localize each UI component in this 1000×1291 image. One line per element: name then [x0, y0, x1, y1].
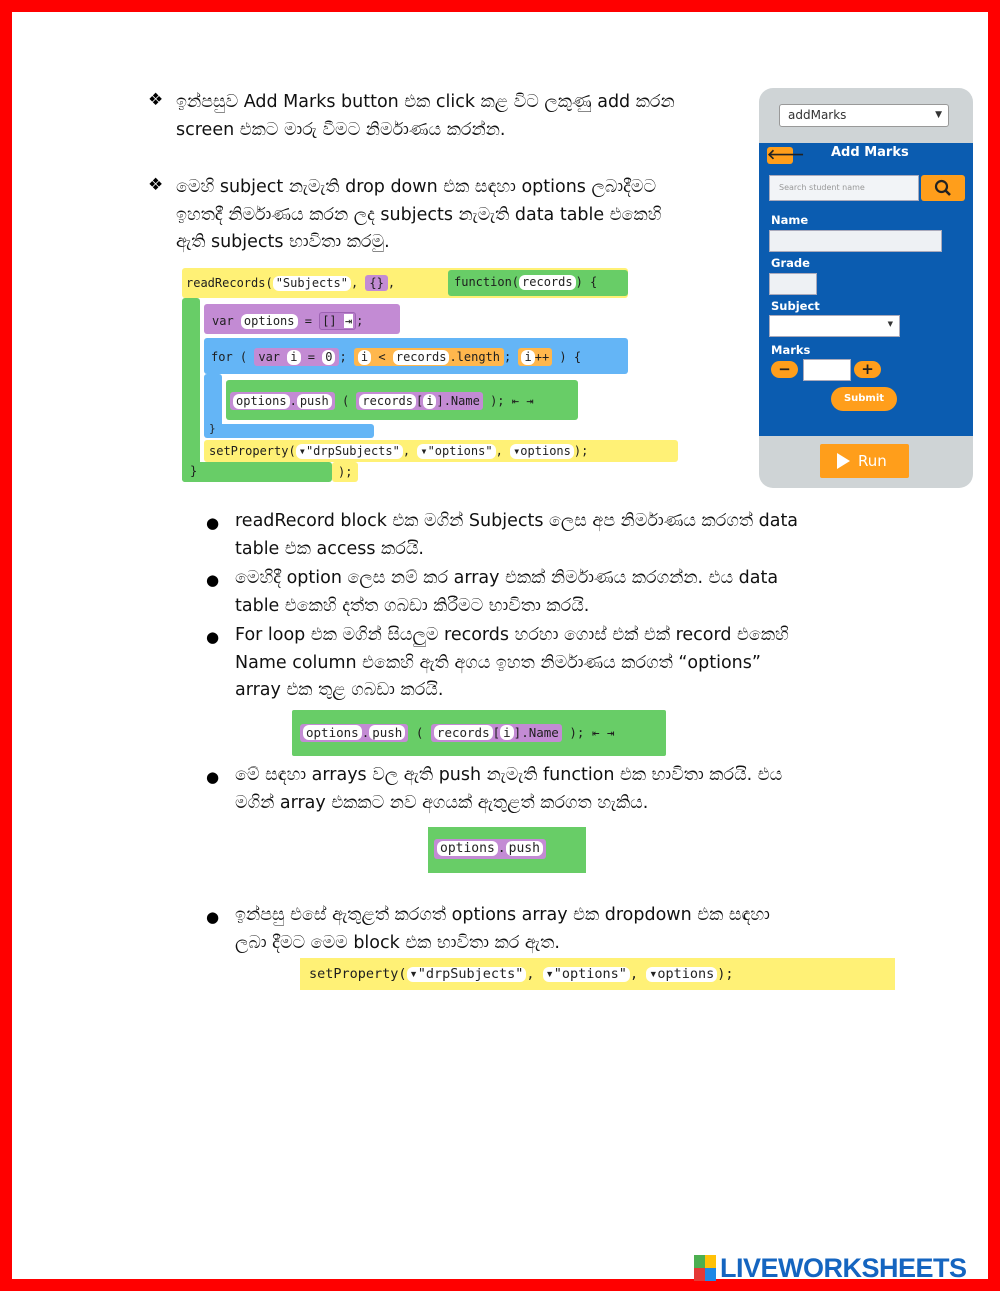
logo-square [694, 1268, 705, 1281]
code-token: .length [449, 350, 501, 364]
code-token: . [289, 394, 297, 408]
bullet-4 [235, 762, 915, 817]
code-token: ); [569, 725, 585, 740]
name-input[interactable] [769, 230, 942, 252]
bullet-dot: ● [206, 571, 220, 589]
push-line [230, 392, 533, 410]
chevron-down-icon: ▼ [887, 320, 893, 328]
function-line [454, 275, 597, 290]
code-token: < [378, 350, 386, 364]
subject-label: Subject [771, 299, 820, 313]
code-token: ] [436, 394, 444, 408]
function-body-bottom [182, 462, 332, 482]
logo-square [705, 1268, 716, 1281]
grade-input[interactable] [769, 273, 817, 295]
text-line: මගින් array එකකට නව අගයක් ඇතුළත් කරගත හැකිය. [235, 792, 649, 813]
text-line: මෙහිදී option ලෙස නම් කර array එකක් නිර්මාණය කරගන්න. එය data [235, 568, 779, 588]
submit-button[interactable] [831, 387, 897, 411]
for-condition [354, 348, 504, 366]
code-token: options [241, 314, 298, 329]
run-button[interactable] [820, 444, 909, 478]
logo-square [694, 1255, 705, 1268]
setproperty-line-large [309, 966, 734, 982]
closing-paren [338, 465, 352, 479]
search-button[interactable] [921, 175, 965, 201]
code-token: . [361, 725, 370, 740]
code-token: options [657, 966, 715, 982]
code-token: records [359, 394, 416, 409]
for-line [211, 348, 581, 366]
search-icon [934, 179, 952, 197]
code-token: i [287, 350, 300, 365]
code-token: ⇤ ⇥ [591, 725, 615, 740]
diamond-bullet-icon: ❖ [148, 90, 164, 110]
text-line: මේ සඳහා arrays වල ඇති push නැමැති function එක භාවිතා කරයි. එය [235, 765, 783, 785]
for-close-brace [209, 422, 216, 435]
code-token: ; [504, 350, 512, 364]
code-token: options [437, 841, 498, 856]
code-token: setProperty( [209, 444, 296, 458]
closing-line [190, 464, 197, 478]
code-token: "Subjects" [273, 276, 351, 291]
code-token: ); [338, 465, 353, 479]
code-token: = [304, 314, 312, 328]
code-token: for ( [211, 350, 248, 364]
subject-dropdown[interactable] [769, 315, 900, 337]
var-line [212, 312, 363, 330]
intro-paragraph-2 [176, 174, 751, 257]
search-input[interactable] [769, 175, 919, 201]
logo-square [705, 1255, 716, 1268]
text-line: මෙහි subject නැමැති drop down එක සඳහා options ලබාදීමට [176, 177, 657, 197]
for-increment [518, 348, 552, 366]
code-token: ++ [534, 350, 550, 364]
bullet-3 [235, 622, 925, 705]
dropdown-arg: ▾"options" [417, 444, 495, 459]
code-token: ); [717, 966, 734, 982]
bullet-2 [235, 565, 915, 620]
chevron-down-icon: ▼ [935, 110, 942, 120]
code-token: } [190, 464, 198, 478]
code-token: readRecords( [186, 276, 273, 290]
code-token: ; [356, 314, 364, 328]
dropdown-arg: ▾"drpSubjects" [296, 444, 403, 459]
text-line: ලබා දීමට මෙම block එක භාවිතා කර ඇත. [235, 932, 560, 953]
text-line: ඉන්පසු එසේ ඇතුළත් කරගත් options array එක dropdown එක සඳහා [235, 905, 770, 925]
liveworksheets-logo [694, 1253, 967, 1283]
setproperty-line [209, 444, 588, 459]
code-token: options [520, 444, 571, 458]
screen-title: Add Marks [831, 145, 909, 160]
code-token: options [303, 725, 362, 740]
code-token: i [500, 725, 514, 740]
app-preview [759, 88, 973, 488]
code-token: 0 [322, 350, 335, 365]
text-line: table එක access කරයි. [235, 538, 424, 559]
dropdown-arg: ▾"options" [543, 967, 630, 982]
code-token: [ [492, 725, 501, 740]
bullet-5 [235, 902, 915, 957]
code-token: [ [416, 394, 424, 408]
dropdown-arg: ▾"drpSubjects" [407, 967, 527, 982]
code-token: [] [322, 314, 337, 328]
for-loop-bottom [204, 424, 374, 438]
code-token: } [209, 422, 216, 435]
text-line: table එකෙහි දත්ත ගබඩා කිරීමට භාවිතා කරයි. [235, 595, 590, 616]
bullet-dot: ● [206, 908, 220, 926]
code-token: i [423, 394, 436, 409]
code-token: , [629, 966, 639, 982]
code-token: . [497, 841, 506, 856]
minus-button[interactable] [771, 361, 798, 378]
code-token: "options" [427, 444, 493, 458]
code-token: records [393, 350, 450, 365]
name-label: Name [771, 213, 809, 227]
code-blocks-figure [182, 266, 678, 488]
code-token: .Name [443, 394, 480, 408]
code-token: ) { [575, 275, 598, 289]
search-placeholder: Search student name [779, 183, 865, 192]
bullet-dot: ● [206, 514, 220, 532]
records-index-expr [431, 724, 562, 742]
text-line: screen එකට මාරු වීමට නිර්මාණය කරන්න. [176, 119, 506, 140]
bullet-dot: ● [206, 628, 220, 646]
function-body [182, 298, 200, 482]
for-init [254, 348, 339, 366]
code-token: ); [573, 444, 589, 458]
code-token: ); [490, 394, 505, 408]
code-token: , [526, 966, 535, 982]
code-token: push [369, 725, 405, 740]
text-line: readRecord block එක මගින් Subjects ලෙස අප නිර්මාණය කරගත් data [235, 511, 799, 531]
code-token: ( [341, 394, 350, 408]
code-token: ) { [559, 350, 582, 364]
push-block-figure [292, 710, 666, 756]
code-token: , [387, 276, 396, 290]
text-line: ඉහතදී නිර්මාණය කරන ලද subjects නැමැති data table එකෙහි [176, 204, 662, 225]
options-push-call [230, 392, 335, 410]
options-push-call [434, 839, 546, 859]
code-token: ( [415, 725, 424, 740]
logo-text: LIVEWORKSHEETS [720, 1252, 967, 1283]
code-token: , [350, 276, 359, 290]
code-token: setProperty( [309, 966, 407, 982]
text-line: For loop එක මගින් සියලුම records හරහා ගොස් එක් එක් record එකෙහි [235, 625, 789, 645]
code-token: i [358, 350, 371, 365]
bullet-dot: ● [206, 768, 220, 786]
options-push-call [300, 724, 408, 742]
code-token: ⇥ [344, 314, 353, 328]
setproperty-figure [300, 958, 895, 990]
marks-input[interactable] [803, 359, 851, 381]
code-token: , [495, 444, 503, 458]
code-token: push [297, 394, 332, 409]
arrow-left-icon: 🡐 [767, 147, 805, 163]
run-label: Run [858, 452, 887, 470]
code-token: , [402, 444, 411, 458]
plus-button[interactable] [854, 361, 881, 378]
code-token: records [434, 725, 493, 740]
code-token: ] [513, 725, 522, 740]
options-push-small [434, 839, 546, 859]
play-icon [837, 453, 850, 469]
code-token: var [258, 350, 281, 364]
minus-icon: − [778, 360, 791, 378]
code-token: = [307, 350, 315, 364]
text-line: Name column එකෙහි ඇති අගය ඉහත නිර්මාණය කරගත් “options” [235, 652, 761, 673]
text-line: array එක තුළ ගබඩා කරයි. [235, 680, 444, 700]
diamond-bullet-icon: ❖ [148, 175, 164, 195]
array-literal [319, 312, 356, 330]
code-token: {} [365, 275, 387, 291]
text-line: ඇති subjects භාවිතා කරමු. [176, 232, 390, 252]
code-token: function( [454, 275, 520, 289]
text-line: ඉන්පසුව Add Marks button එක click කළ විට ලකුණු add කරන [176, 92, 675, 112]
code-token: ; [339, 350, 347, 364]
code-token: var [212, 314, 234, 328]
intro-paragraph-1 [176, 89, 756, 144]
code-token: options [233, 394, 290, 409]
add-marks-screen [759, 143, 973, 436]
back-button[interactable] [767, 147, 805, 164]
dropdown-arg: ▾options [510, 444, 574, 459]
code-token: .Name [521, 725, 559, 740]
bullet-1 [235, 508, 915, 563]
marks-label: Marks [771, 343, 811, 357]
plus-icon: + [861, 360, 874, 378]
code-token: "options" [553, 966, 627, 982]
push-line-small [300, 724, 615, 742]
logo-mark-icon [694, 1255, 716, 1281]
options-push-figure [428, 827, 586, 873]
code-token: "drpSubjects" [305, 444, 400, 458]
submit-label: Submit [843, 393, 885, 404]
readrecords-line [186, 275, 395, 291]
code-token: "drpSubjects" [417, 966, 524, 982]
dropdown-arg: ▾options [646, 967, 717, 982]
screen-select[interactable] [779, 104, 949, 127]
code-token: i [521, 350, 534, 365]
code-token: records [519, 275, 576, 290]
records-index-expr [356, 392, 482, 410]
grade-label: Grade [771, 256, 810, 270]
code-token: ⇤ ⇥ [511, 394, 534, 408]
screen-select-value: addMarks [788, 108, 847, 122]
code-token: push [506, 841, 543, 856]
